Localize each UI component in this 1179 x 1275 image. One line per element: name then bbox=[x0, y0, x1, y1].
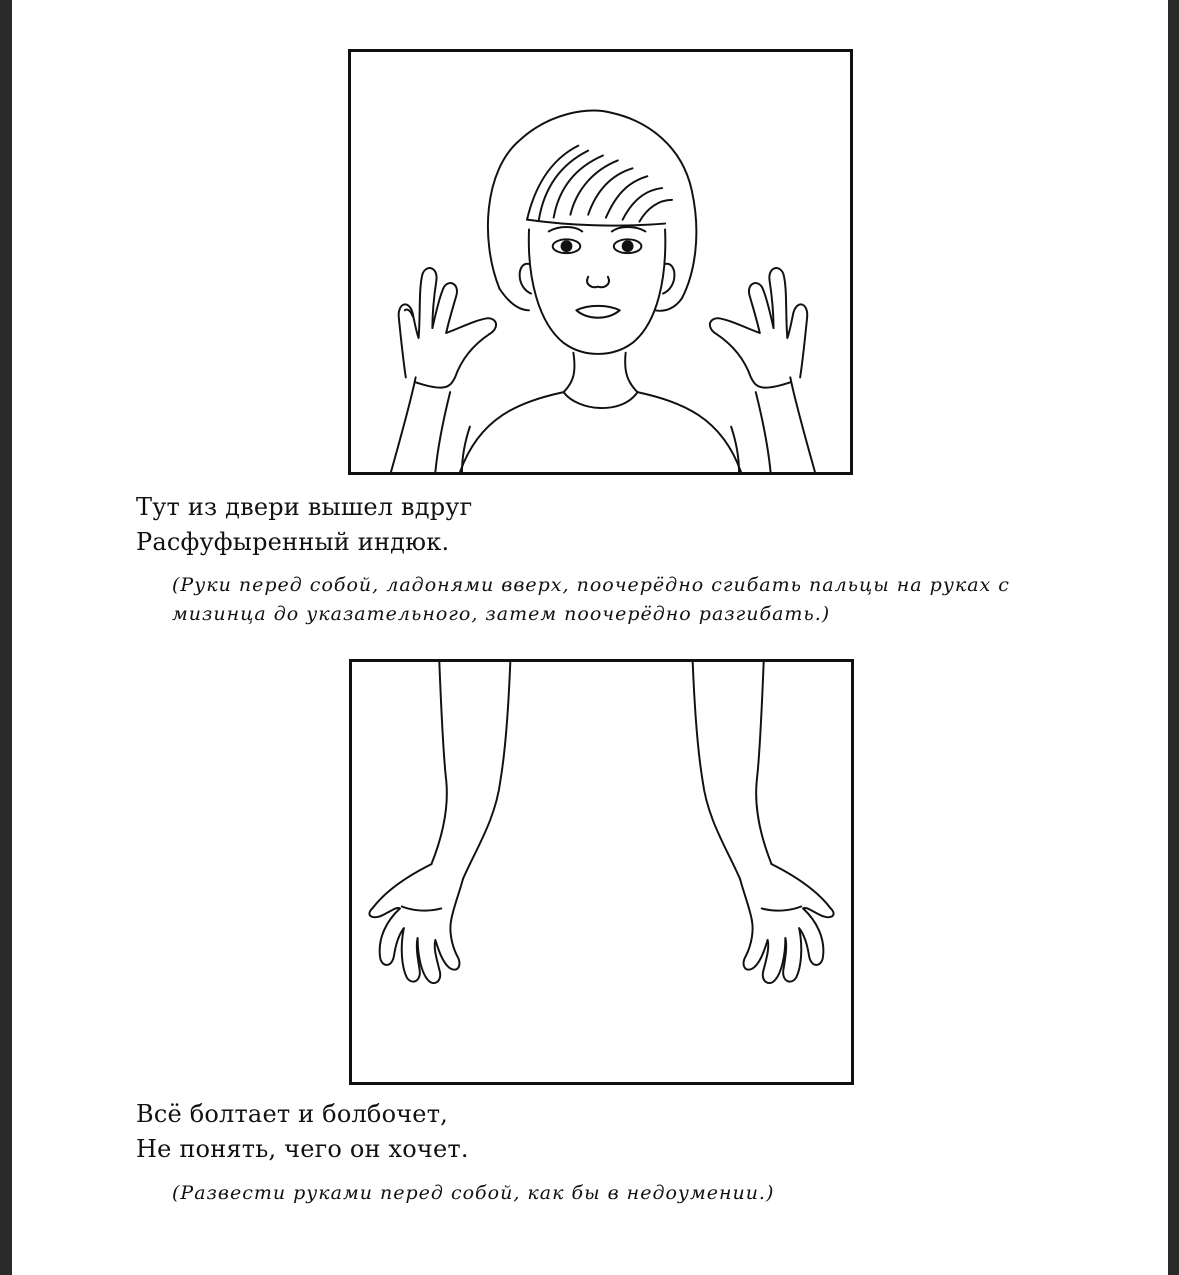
book-page bbox=[12, 0, 1168, 1275]
verse-line: Расфуфыренный индюк. bbox=[136, 528, 450, 556]
verse-stanza-1 bbox=[136, 490, 472, 560]
verse-line: Всё болтает и болбочет, bbox=[136, 1100, 448, 1128]
illustration-arms-spread bbox=[349, 659, 854, 1085]
verse-line: Не понять, чего он хочет. bbox=[136, 1135, 469, 1163]
instruction-text: (Развести руками перед собой, как бы в недоумении.) bbox=[172, 1182, 775, 1204]
verse-line: Тут из двери вышел вдруг bbox=[136, 493, 473, 521]
instruction-text: (Руки перед собой, ладонями вверх, поочерёдно сгибать пальцы на руках с мизинца до указательного, затем поочерёдно разгибать.) bbox=[172, 574, 1010, 625]
illustration-child-hands-up bbox=[348, 49, 853, 475]
verse-stanza-2 bbox=[136, 1097, 469, 1167]
